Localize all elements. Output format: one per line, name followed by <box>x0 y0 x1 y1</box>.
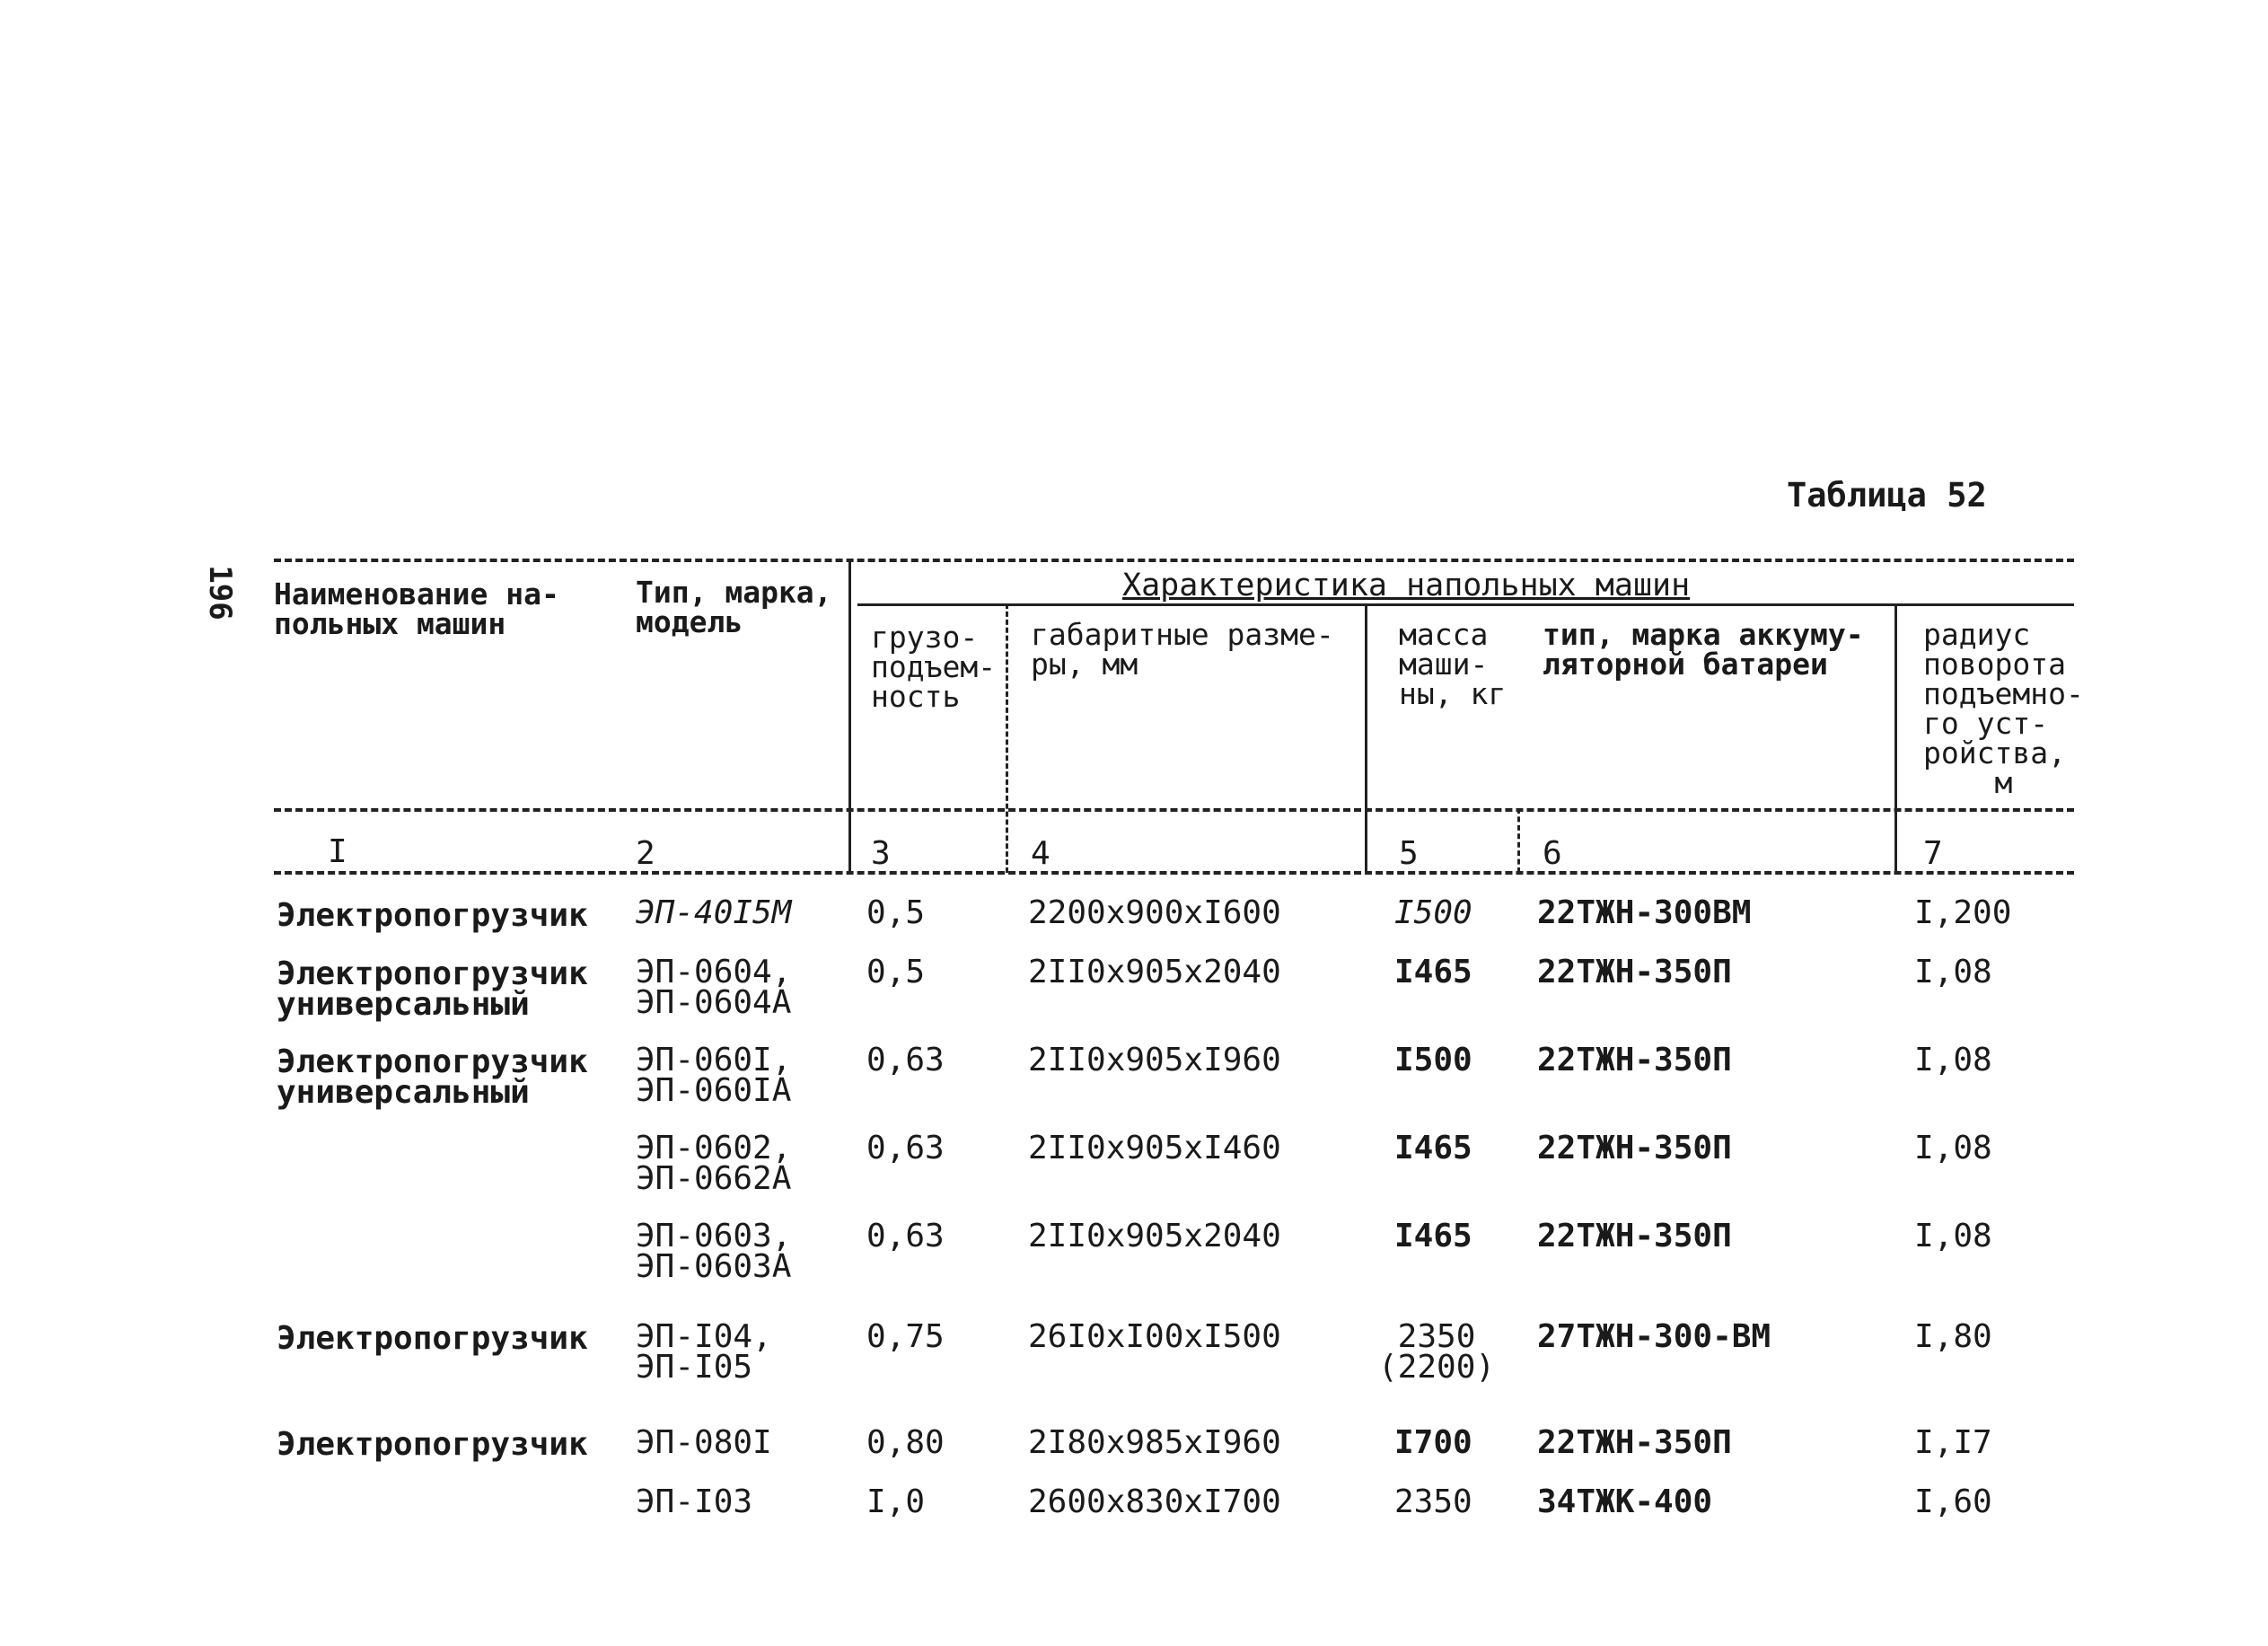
cell-mass: I700 <box>1394 1424 1472 1461</box>
cell-battery: 22ТЖН-350П <box>1537 1130 1732 1166</box>
cell-mass: I465 <box>1394 954 1472 990</box>
column-number: 4 <box>1031 835 1050 872</box>
cell-mass: 2350 (2200) <box>1378 1318 1496 1386</box>
cell-dimensions: 2600х830хI700 <box>1028 1483 1281 1520</box>
column-number: 7 <box>1923 835 1943 872</box>
table-label: Таблица 52 <box>1787 476 1987 515</box>
cell-model: ЭП-40I5М <box>636 894 792 931</box>
cell-capacity: 0,63 <box>866 1042 945 1078</box>
cell-name: Электропогрузчик универсальный <box>277 1043 588 1111</box>
header-mass: масса маши- ны, кг <box>1399 617 1507 711</box>
column-number: 6 <box>1543 835 1562 872</box>
column-divider <box>1894 603 1897 873</box>
cell-mass: I500 <box>1394 894 1472 931</box>
cell-capacity: I,0 <box>866 1483 926 1520</box>
cell-dimensions: 2II0х905х2040 <box>1028 1218 1281 1254</box>
cell-battery: 22ТЖН-350П <box>1537 1218 1732 1254</box>
cell-name: Электропогрузчик <box>277 1426 588 1463</box>
cell-model: ЭП-I04, ЭП-I05 <box>636 1318 772 1386</box>
cell-model: ЭП-080I <box>636 1424 772 1461</box>
cell-battery: 22ТЖН-300ВМ <box>1537 894 1752 931</box>
cell-mass: I465 <box>1394 1218 1472 1254</box>
cell-model: ЭП-0603, ЭП-0603А <box>636 1218 792 1285</box>
cell-capacity: 0,63 <box>866 1218 945 1254</box>
cell-dimensions: 2200х900хI600 <box>1028 894 1281 931</box>
cell-radius: I,I7 <box>1914 1424 1992 1461</box>
cell-radius: I,08 <box>1914 1130 1992 1166</box>
header-characteristics: Характеристика напольных машин <box>1122 568 1691 603</box>
cell-mass: 2350 <box>1394 1483 1472 1520</box>
cell-radius: I,80 <box>1914 1318 1992 1355</box>
header-bottom-rule <box>274 808 2074 812</box>
cell-dimensions: 2I80х985хI960 <box>1028 1424 1281 1461</box>
cell-radius: I,60 <box>1914 1483 1992 1520</box>
header-capacity: грузо- подъем- ность <box>871 620 997 714</box>
cell-battery: 22ТЖН-350П <box>1537 1042 1732 1078</box>
table-top-rule <box>274 559 2074 562</box>
cell-dimensions: 2II0х905хI960 <box>1028 1042 1281 1078</box>
cell-radius: I,200 <box>1914 894 2012 931</box>
column-divider <box>1006 603 1008 873</box>
cell-name: Электропогрузчик <box>277 897 588 934</box>
cell-model: ЭП-0602, ЭП-0662А <box>636 1130 792 1197</box>
cell-battery: 22ТЖН-350П <box>1537 1424 1732 1461</box>
cell-battery: 34ТЖК-400 <box>1537 1483 1713 1520</box>
column-number: 5 <box>1399 835 1419 872</box>
column-divider <box>1517 808 1520 873</box>
cell-model: ЭП-0604, ЭП-0604А <box>636 954 792 1021</box>
header-turn-radius: радиус поворота подъемно- го уст- ройства, м <box>1923 617 2084 800</box>
cell-capacity: 0,5 <box>866 894 926 931</box>
cell-model: ЭП-I03 <box>636 1483 753 1520</box>
cell-dimensions: 2II0х905х2040 <box>1028 954 1281 990</box>
column-divider <box>848 559 851 873</box>
header-type-model: Тип, марка, модель <box>636 575 832 639</box>
cell-battery: 27ТЖН-300-ВМ <box>1537 1318 1771 1355</box>
column-divider <box>1365 603 1367 873</box>
cell-dimensions: 26I0хI00хI500 <box>1028 1318 1281 1355</box>
cell-name: Электропогрузчик <box>277 1320 588 1357</box>
cell-name: Электропогрузчик универсальный <box>277 955 588 1023</box>
cell-radius: I,08 <box>1914 954 1992 990</box>
cell-dimensions: 2II0х905хI460 <box>1028 1130 1281 1166</box>
cell-radius: I,08 <box>1914 1218 1992 1254</box>
cell-capacity: 0,5 <box>866 954 926 990</box>
column-numbers-bottom-rule <box>274 871 2074 875</box>
cell-radius: I,08 <box>1914 1042 1992 1078</box>
cell-capacity: 0,63 <box>866 1130 945 1166</box>
page-number: 196 <box>202 565 238 621</box>
cell-model: ЭП-060I, ЭП-060IА <box>636 1042 792 1109</box>
cell-capacity: 0,75 <box>866 1318 945 1355</box>
column-number: 2 <box>636 835 655 872</box>
header-machine-name: Наименование на- польных машин <box>274 577 559 641</box>
cell-mass: I500 <box>1394 1042 1472 1078</box>
cell-capacity: 0,80 <box>866 1424 945 1461</box>
header-battery: тип, марка аккуму- ляторной батареи <box>1543 617 1864 682</box>
column-number: I <box>328 833 347 870</box>
cell-battery: 22ТЖН-350П <box>1537 954 1732 990</box>
group-header-rule <box>857 603 2074 606</box>
column-number: 3 <box>871 835 891 872</box>
header-dimensions: габаритные разме- ры, мм <box>1031 617 1334 682</box>
cell-mass: I465 <box>1394 1130 1472 1166</box>
